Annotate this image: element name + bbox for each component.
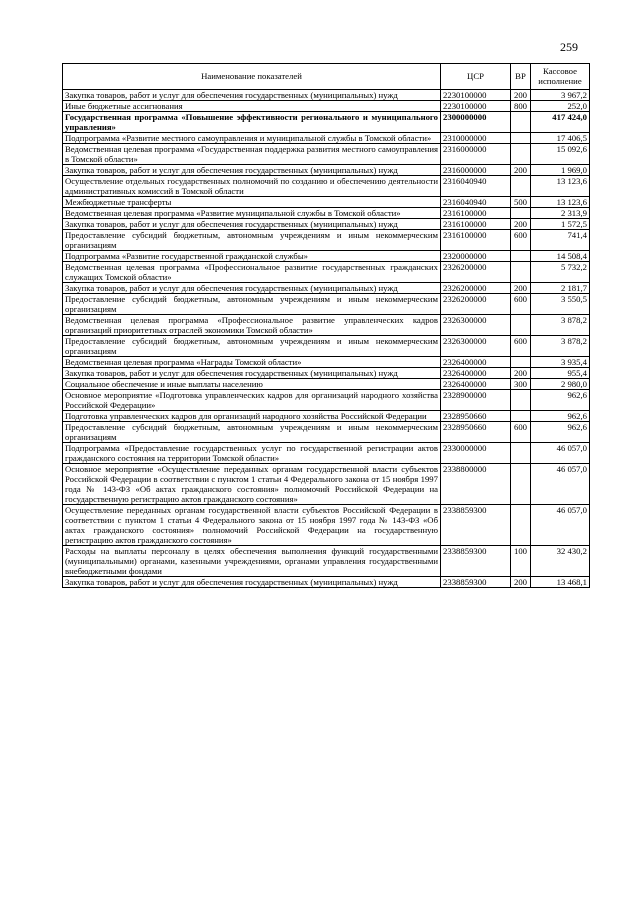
row-vr-cell	[511, 176, 531, 197]
row-vr-cell	[511, 315, 531, 336]
row-vr-cell	[511, 357, 531, 368]
table-row	[63, 262, 590, 283]
row-vr-cell: 500	[511, 197, 531, 208]
row-csr-cell: 2326200000	[441, 262, 511, 283]
row-name-cell: Основное мероприятие «Осуществление переданных органам государственной власти субъектов Российской Федерации в соответствии с пунктом 1 статьи 4 Федерального закона от 15 ноября 1997 года № 143-ФЗ «Об актах гражданского состояния» полномочий Российской Федерации на государственную регистрацию актов гражданского состояния»	[63, 464, 441, 505]
row-csr-cell: 2328900000	[441, 390, 511, 411]
row-sum-cell: 13 123,6	[531, 197, 590, 208]
row-name-cell: Закупка товаров, работ и услуг для обеспечения государственных (муниципальных) нужд	[63, 219, 441, 230]
row-sum-cell: 1 572,5	[531, 219, 590, 230]
row-vr-cell	[511, 443, 531, 464]
row-vr-cell	[511, 112, 531, 133]
row-sum-cell: 252,0	[531, 101, 590, 112]
row-vr-cell: 200	[511, 283, 531, 294]
header-name: Наименование показателей	[63, 64, 441, 90]
row-sum-cell: 962,6	[531, 422, 590, 443]
row-vr-cell	[511, 262, 531, 283]
row-sum-cell: 955,4	[531, 368, 590, 379]
row-sum-cell: 3 935,4	[531, 357, 590, 368]
table-row	[63, 112, 590, 133]
row-name-cell: Предоставление субсидий бюджетным, автономным учреждениям и иным некоммерческим организациям	[63, 422, 441, 443]
row-sum-cell: 46 057,0	[531, 443, 590, 464]
table-row	[63, 411, 590, 422]
row-csr-cell: 2326200000	[441, 283, 511, 294]
table-row	[63, 379, 590, 390]
row-csr-cell: 2328950660	[441, 422, 511, 443]
row-csr-cell: 2326400000	[441, 368, 511, 379]
row-sum-cell: 3 878,2	[531, 315, 590, 336]
row-name-cell: Основное мероприятие «Подготовка управленческих кадров для организаций народного хозяйства Российской Федерации»	[63, 390, 441, 411]
table-row	[63, 294, 590, 315]
table-row	[63, 422, 590, 443]
row-sum-cell: 17 406,5	[531, 133, 590, 144]
row-sum-cell: 13 468,1	[531, 577, 590, 588]
row-csr-cell: 2338800000	[441, 464, 511, 505]
row-sum-cell: 2 181,7	[531, 283, 590, 294]
row-csr-cell: 2338859300	[441, 546, 511, 577]
row-vr-cell: 200	[511, 368, 531, 379]
row-name-cell: Осуществление переданных органам государственной власти субъектов Российской Федерации в соответствии с пунктом 1 статьи 4 Федерального закона от 15 ноября 1997 года № 143-ФЗ «Об актах гражданского состояния» полномочий Российской Федерации на государственную регистрацию актов гражданского состояния»	[63, 505, 441, 546]
row-csr-cell: 2316000000	[441, 144, 511, 165]
table-body	[63, 90, 590, 588]
table-row	[63, 90, 590, 101]
table-row	[63, 283, 590, 294]
table-row	[63, 315, 590, 336]
table-row	[63, 505, 590, 546]
row-vr-cell: 200	[511, 577, 531, 588]
row-vr-cell: 200	[511, 90, 531, 101]
row-name-cell: Межбюджетные трансферты	[63, 197, 441, 208]
row-name-cell: Подпрограмма «Развитие государственной гражданской службы»	[63, 251, 441, 262]
row-csr-cell: 2326300000	[441, 315, 511, 336]
table-header-row	[63, 64, 590, 90]
table-row	[63, 230, 590, 251]
row-sum-cell: 962,6	[531, 411, 590, 422]
row-sum-cell: 15 092,6	[531, 144, 590, 165]
table-row	[63, 101, 590, 112]
table-row	[63, 443, 590, 464]
row-name-cell: Подготовка управленческих кадров для организаций народного хозяйства Российской Федерации	[63, 411, 441, 422]
row-vr-cell: 600	[511, 422, 531, 443]
table-row	[63, 176, 590, 197]
header-csr: ЦСР	[441, 64, 511, 90]
row-vr-cell	[511, 411, 531, 422]
row-csr-cell: 2338859300	[441, 505, 511, 546]
table-row	[63, 208, 590, 219]
row-vr-cell: 200	[511, 219, 531, 230]
row-name-cell: Закупка товаров, работ и услуг для обеспечения государственных (муниципальных) нужд	[63, 577, 441, 588]
row-csr-cell: 2316000000	[441, 165, 511, 176]
table-row	[63, 390, 590, 411]
page-number: 259	[560, 40, 578, 54]
row-csr-cell: 2316040940	[441, 197, 511, 208]
row-vr-cell: 100	[511, 546, 531, 577]
row-sum-cell: 1 969,0	[531, 165, 590, 176]
row-sum-cell: 3 550,5	[531, 294, 590, 315]
table-row	[63, 133, 590, 144]
row-csr-cell: 2328950660	[441, 411, 511, 422]
row-vr-cell	[511, 133, 531, 144]
row-name-cell: Закупка товаров, работ и услуг для обеспечения государственных (муниципальных) нужд	[63, 165, 441, 176]
row-name-cell: Подпрограмма «Развитие местного самоуправления и муниципальной службы в Томской области»	[63, 133, 441, 144]
row-name-cell: Предоставление субсидий бюджетным, автономным учреждениям и иным некоммерческим организациям	[63, 230, 441, 251]
row-name-cell: Ведомственная целевая программа «Профессиональное развитие управленческих кадров организаций приоритетных отраслей экономики Томской области»	[63, 315, 441, 336]
row-name-cell: Предоставление субсидий бюджетным, автономным учреждениям и иным некоммерческим организациям	[63, 336, 441, 357]
table-row	[63, 546, 590, 577]
row-csr-cell: 2326400000	[441, 357, 511, 368]
row-sum-cell: 417 424,0	[531, 112, 590, 133]
row-sum-cell: 32 430,2	[531, 546, 590, 577]
row-vr-cell: 600	[511, 294, 531, 315]
table-row	[63, 144, 590, 165]
row-name-cell: Ведомственная целевая программа «Награды Томской области»	[63, 357, 441, 368]
row-sum-cell: 3 967,2	[531, 90, 590, 101]
row-sum-cell: 3 878,2	[531, 336, 590, 357]
row-name-cell: Ведомственная целевая программа «Государственная поддержка развития местного самоуправления в Томской области»	[63, 144, 441, 165]
row-sum-cell: 13 123,6	[531, 176, 590, 197]
row-vr-cell: 600	[511, 230, 531, 251]
table-row	[63, 336, 590, 357]
header-vr: ВР	[511, 64, 531, 90]
row-vr-cell	[511, 251, 531, 262]
row-vr-cell	[511, 464, 531, 505]
row-csr-cell: 2316100000	[441, 230, 511, 251]
table-row	[63, 464, 590, 505]
row-name-cell: Предоставление субсидий бюджетным, автономным учреждениям и иным некоммерческим организациям	[63, 294, 441, 315]
row-name-cell: Осуществление отдельных государственных полномочий по созданию и обеспечению деятельности административных комиссий в Томской области	[63, 176, 441, 197]
row-name-cell: Расходы на выплаты персоналу в целях обеспечения выполнения функций государственными (муниципальными) органами, казенными учреждениями, органами управления государственными внебюджетными фондами	[63, 546, 441, 577]
table-row	[63, 219, 590, 230]
row-name-cell: Закупка товаров, работ и услуг для обеспечения государственных (муниципальных) нужд	[63, 368, 441, 379]
row-name-cell: Социальное обеспечение и иные выплаты населению	[63, 379, 441, 390]
row-csr-cell: 2326300000	[441, 336, 511, 357]
row-csr-cell: 2326200000	[441, 294, 511, 315]
row-sum-cell: 2 313,9	[531, 208, 590, 219]
row-vr-cell: 300	[511, 379, 531, 390]
row-vr-cell	[511, 390, 531, 411]
table-row	[63, 197, 590, 208]
table-row	[63, 368, 590, 379]
row-vr-cell: 200	[511, 165, 531, 176]
row-csr-cell: 2300000000	[441, 112, 511, 133]
row-csr-cell: 2326400000	[441, 379, 511, 390]
table-row	[63, 357, 590, 368]
row-vr-cell	[511, 505, 531, 546]
row-csr-cell: 2316040940	[441, 176, 511, 197]
header-sum: Кассовое исполнение	[531, 64, 590, 90]
row-vr-cell	[511, 144, 531, 165]
table-row	[63, 165, 590, 176]
row-sum-cell: 2 980,0	[531, 379, 590, 390]
row-csr-cell: 2316100000	[441, 219, 511, 230]
row-csr-cell: 2330000000	[441, 443, 511, 464]
table-row	[63, 577, 590, 588]
budget-table	[62, 63, 590, 588]
row-csr-cell: 2230100000	[441, 90, 511, 101]
row-vr-cell: 800	[511, 101, 531, 112]
row-sum-cell: 14 508,4	[531, 251, 590, 262]
row-name-cell: Ведомственная целевая программа «Профессиональное развитие государственных гражданских служащих Томской области»	[63, 262, 441, 283]
row-csr-cell: 2310000000	[441, 133, 511, 144]
row-name-cell: Ведомственная целевая программа «Развитие муниципальной службы в Томской области»	[63, 208, 441, 219]
row-sum-cell: 46 057,0	[531, 505, 590, 546]
row-sum-cell: 5 732,2	[531, 262, 590, 283]
row-sum-cell: 962,6	[531, 390, 590, 411]
row-name-cell: Закупка товаров, работ и услуг для обеспечения государственных (муниципальных) нужд	[63, 90, 441, 101]
row-csr-cell: 2338859300	[441, 577, 511, 588]
row-sum-cell: 46 057,0	[531, 464, 590, 505]
row-vr-cell: 600	[511, 336, 531, 357]
row-name-cell: Подпрограмма «Предоставление государственных услуг по государственной регистрации актов гражданского состояния на территории Томской области»	[63, 443, 441, 464]
row-sum-cell: 741,4	[531, 230, 590, 251]
row-csr-cell: 2320000000	[441, 251, 511, 262]
row-name-cell: Государственная программа «Повышение эффективности регионального и муниципального управления»	[63, 112, 441, 133]
row-csr-cell: 2230100000	[441, 101, 511, 112]
row-csr-cell: 2316100000	[441, 208, 511, 219]
row-vr-cell	[511, 208, 531, 219]
row-name-cell: Закупка товаров, работ и услуг для обеспечения государственных (муниципальных) нужд	[63, 283, 441, 294]
row-name-cell: Иные бюджетные ассигнования	[63, 101, 441, 112]
table-row	[63, 251, 590, 262]
